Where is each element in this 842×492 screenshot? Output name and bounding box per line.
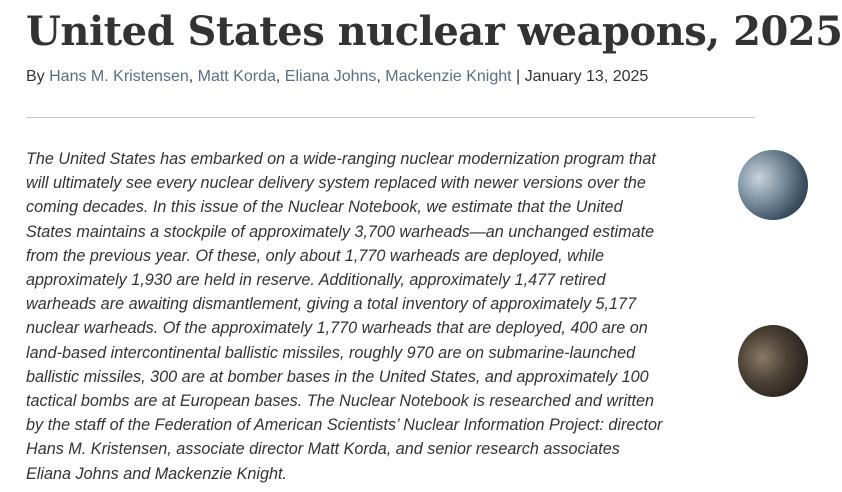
publish-date: January 13, 2025 <box>524 68 649 85</box>
header-divider <box>26 117 755 118</box>
related-article-thumbnail[interactable] <box>738 325 808 397</box>
byline-prefix: By <box>26 68 45 85</box>
author-link[interactable]: Mackenzie Knight <box>385 68 512 85</box>
author-link[interactable]: Matt Korda <box>197 68 276 85</box>
article-abstract <box>26 147 666 486</box>
byline: By Hans M. Kristensen, Matt Korda, Eliana Johns, Mackenzie Knight | January 13, 2025 <box>26 68 649 85</box>
related-article-thumbnail[interactable] <box>738 150 808 220</box>
article-title: United States nuclear weapons, 2025 <box>26 8 842 55</box>
author-link[interactable]: Eliana Johns <box>284 68 377 85</box>
author-link[interactable]: Hans M. Kristensen <box>49 68 189 85</box>
abstract-text: The United States has embarked on a wide-ranging nuclear modernization program that will ultimately see every nuclear delivery system replaced with newer versions over the coming decades. In this issue of the Nuclear Notebook, we estimate that the United States maintains a stockpile of approximately 3,700 warheads—an unchanged estimate from the previous year. Of these, only about 1,770 warheads are deployed, while approximately 1,930 are held in reserve. Additionally, approximately 1,477 retired warheads are awaiting dismantlement, giving a total inventory of approximately 5,177 nuclear warheads. Of the approximately 1,770 warheads that are deployed, 400 are on land-based intercontinental ballistic missiles, roughly 970 are on submarine-launched ballistic missiles, 300 are at bomber bases in the United States, and approximately 100 tactical bombs are at European bases. The Nuclear Notebook is researched and written by the staff of the Federation of American Scientists’ Nuclear Information Project: director Hans M. Kristensen, associate director Matt Korda, and senior research associates Eliana Johns and Mackenzie Knight. <box>26 150 663 483</box>
byline-separator: | <box>516 68 521 85</box>
